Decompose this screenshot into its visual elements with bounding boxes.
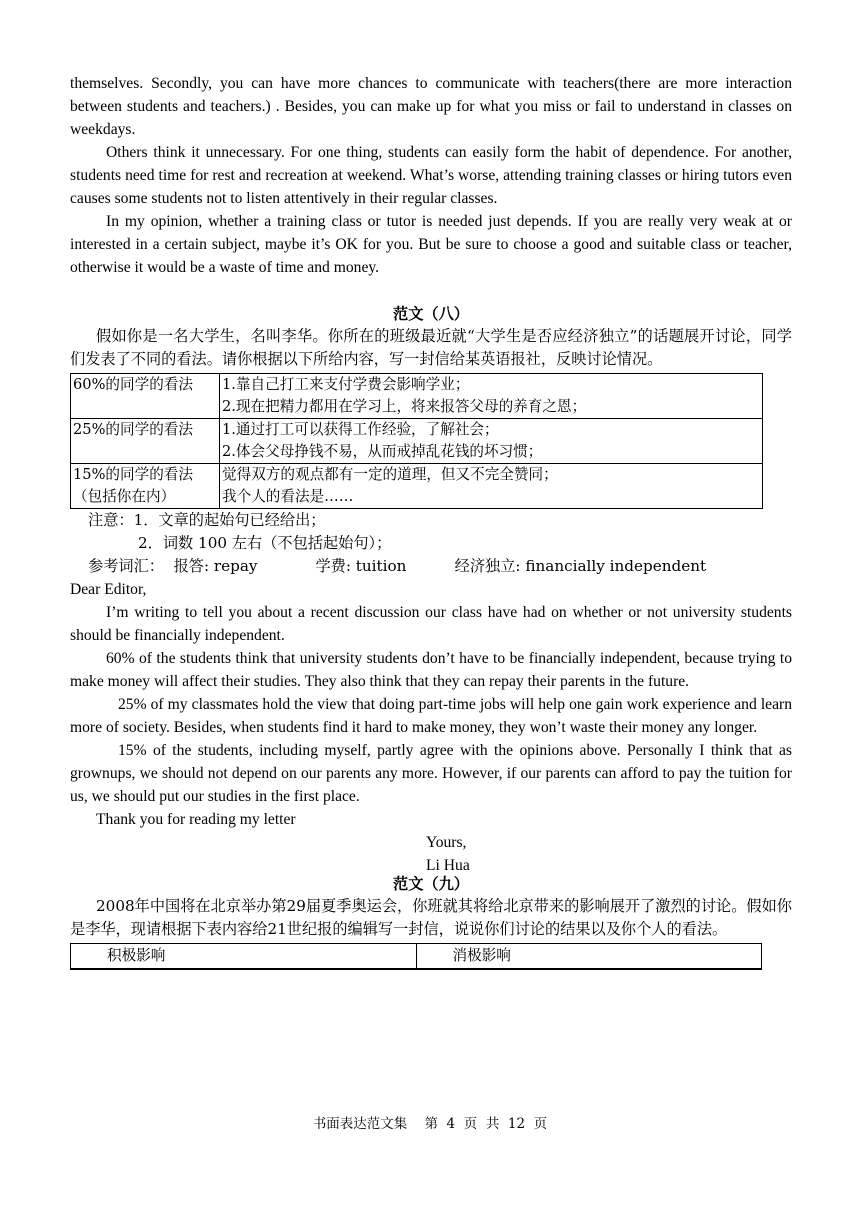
table-header-cell: 积极影响 — [71, 944, 417, 970]
note: 注意：1．文章的起始句已经给出； — [88, 511, 326, 529]
paragraph: In my opinion, whether a training class or tutor is needed just depends. If you are really very weak at or interested in a certain subject, maybe it’s OK for you. But be sure to choose a good and suitable class or teacher, otherwise it would be a waste of time and money. — [70, 213, 792, 276]
thanks-line: Thank you for reading my letter — [96, 811, 296, 828]
paragraph: Others think it unnecessary. For one thing, students can easily form the habit of dependence. For another, students need time for rest and recreation at weekend. What’s worse, attending training classes or hiring tutors even causes some students not to listen attentively in their regular classes. — [70, 144, 792, 207]
impact-table — [70, 943, 762, 970]
section-heading: 范文（九） — [393, 875, 469, 893]
note: 2．词数 100 左右（不包括起始句）； — [138, 534, 392, 552]
paragraph: 25% of my classmates hold the view that doing part-time jobs will help one gain work experience and learn more of society. Besides, when students find it hard to make money, they won’t waste their money any longer. — [70, 696, 792, 736]
page-footer: 书面表达范文集 第 4 页 共 12 页 — [312, 1116, 548, 1132]
paragraph: 15% of the students, including myself, partly agree with the opinions above. Personally I think that as grownups, we should not depend on our parents any more. However, if our parents can afford to pay the tuition for us, we should put our studies in the first place. — [70, 742, 792, 805]
vocabulary: 参考词汇： 报答: repay 学费: tuition 经济独立: financially independent — [88, 557, 707, 575]
table-cell: 1.通过打工可以获得工作经验，了解社会； 2.体会父母挣钱不易，从而戒掉乱花钱的坏习惯； — [220, 419, 763, 464]
table-cell: 60%的同学的看法 — [71, 374, 220, 419]
paragraph: I’m writing to tell you about a recent discussion our class have had on whether or not university students should be financially independent. — [70, 604, 792, 644]
signature: Li Hua — [426, 857, 470, 874]
table-cell: 25%的同学的看法 — [71, 419, 220, 464]
table-cell: 1.靠自己打工来支付学费会影响学业； 2.现在把精力都用在学习上，将来报答父母的养育之恩； — [220, 374, 763, 419]
table-row — [71, 464, 763, 509]
document-page — [70, 72, 792, 970]
table-cell: 15%的同学的看法 （包括你在内） — [71, 464, 220, 509]
paragraph: themselves. Secondly, you can have more chances to communicate with teachers(there are more interaction between students and teachers.) . Besides, you can make up for what you miss or fail to understand in classes on weekdays. — [70, 75, 792, 138]
greeting: Dear Editor, — [70, 581, 147, 598]
closing: Yours, — [426, 834, 467, 851]
table-cell: 觉得双方的观点都有一定的道理，但又不完全赞同； 我个人的看法是…… — [220, 464, 763, 509]
table-row — [71, 944, 762, 970]
paragraph: 60% of the students think that university students don’t have to be financially independent, because trying to make money will affect their studies. They also think that they can repay their parents in the future. — [70, 650, 792, 690]
prompt: 2008年中国将在北京举办第29届夏季奥运会，你班就其将给北京带来的影响展开了激烈的讨论。假如你是李华，现请根据下表内容给21世纪报的编辑写一封信，说说你们讨论的结果以及你个人的看法。 — [70, 897, 792, 938]
table-row — [71, 374, 763, 419]
table-row — [71, 419, 763, 464]
prompt: 假如你是一名大学生，名叫李华。你所在的班级最近就“大学生是否应经济独立”的话题展开讨论，同学们发表了不同的看法。请你根据以下所给内容，写一封信给某英语报社，反映讨论情况。 — [70, 327, 792, 368]
requirements-table — [70, 373, 763, 509]
table-header-cell: 消极影响 — [416, 944, 762, 970]
section-heading: 范文（八） — [393, 305, 469, 323]
